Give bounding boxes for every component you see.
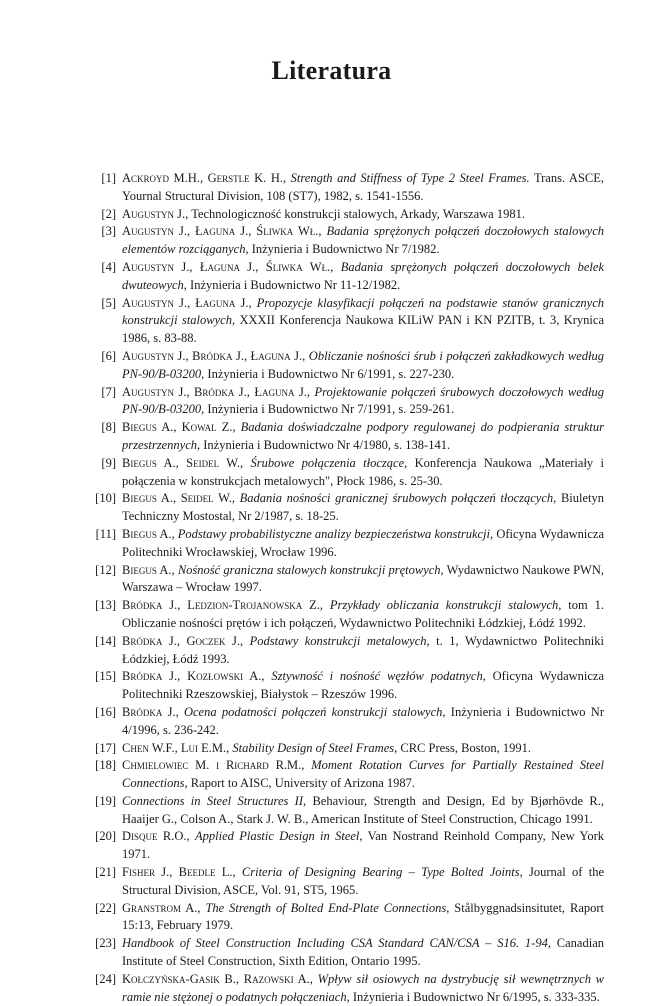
reference-item xyxy=(86,793,604,829)
reference-details: t. 1, Wydawnictwo Politechniki Łódzkiej, Łódź 1993. xyxy=(122,633,605,666)
reference-number: [8] xyxy=(101,420,116,435)
reference-title: Applied Plastic Design in Steel, xyxy=(194,829,363,844)
reference-number: [19] xyxy=(95,793,116,808)
reference-details: Trans. ASCE, Yournal Structural Division, 108 (ST7), 1982, s. 1541-1556. xyxy=(122,171,604,203)
reference-item xyxy=(86,668,604,704)
reference-details: Oficyna Wydawnicza Politechniki Rzeszowskiej, Białystok – Rzeszów 1996. xyxy=(122,669,605,702)
reference-item xyxy=(86,223,604,259)
reference-title: Connections in Steel Structures II, xyxy=(122,793,307,808)
reference-title: The Strength of Bolted End-Plate Connections, xyxy=(205,900,450,915)
reference-authors: Chmielowiec M. i Richard R.M., xyxy=(122,758,305,773)
reference-authors: Biegus A., xyxy=(122,562,175,577)
reference-number: [24] xyxy=(95,971,116,986)
reference-item xyxy=(86,828,604,864)
reference-item xyxy=(86,935,604,971)
reference-authors: Biegus A., Seidel W., xyxy=(122,491,235,506)
reference-number: [12] xyxy=(95,562,116,577)
reference-details: XXXII Konferencja Naukowa KILiW PAN i KN PZITB, t. 3, Krynica 1986, s. 83-88. xyxy=(122,313,604,346)
reference-title: Badania doświadczalne podpory regulowanej do podpierania struktur przestrzennych, xyxy=(122,420,605,452)
reference-item xyxy=(86,259,604,295)
reference-number: [2] xyxy=(101,206,116,221)
reference-title: Wpływ sił osiowych na dystrybucję sił wewnętrznych w ramie nie stężonej o podatnych połączeniach, xyxy=(122,971,605,1004)
reference-title: Badania sprężonych połączeń doczołowych stalowych elementów rozciąganych, xyxy=(122,224,605,257)
reference-title: Stability Design of Steel Frames, xyxy=(232,740,398,755)
reference-item xyxy=(86,900,604,936)
reference-title: Śrubowe połączenia tłoczące, xyxy=(250,455,408,470)
reference-title: Criteria of Designing Bearing – Type Bolted Joints, xyxy=(241,865,523,880)
reference-title: Obliczanie nośności śrub i połączeń zakładkowych według PN-90/B-03200, xyxy=(122,348,605,381)
reference-title: Propozycje klasyfikacji połączeń na podstawie stanów granicznych konstrukcji stalowych, xyxy=(122,295,605,328)
reference-title: Badania nośności granicznej śrubowych połączeń tłoczących, xyxy=(239,491,557,506)
reference-number: [18] xyxy=(95,758,116,773)
reference-item xyxy=(86,295,604,348)
reference-number: [17] xyxy=(95,740,116,755)
reference-title: Nośność graniczna stalowych konstrukcji prętowych, xyxy=(177,562,444,577)
reference-authors: Biegus A., Kowal Z., xyxy=(122,420,236,435)
reference-item xyxy=(86,419,604,455)
reference-details: Behaviour, Strength and Design, Ed by Bjørhövde R., Haaijer G., Colson A., Stark J. W. B., American Institute of Steel Construction, Chicago 1991. xyxy=(122,793,604,826)
reference-number: [1] xyxy=(101,171,116,185)
reference-number: [7] xyxy=(101,384,116,399)
reference-number: [3] xyxy=(101,224,116,239)
reference-number: [16] xyxy=(95,704,116,719)
reference-authors: Augustyn J., Bródka J., Łaguna J., xyxy=(122,384,311,399)
reference-number: [4] xyxy=(101,259,116,274)
reference-details: Inżynieria i Budownictwo Nr 7/1982. xyxy=(251,242,440,257)
reference-item xyxy=(86,206,604,224)
reference-details: CRC Press, Boston, 1991. xyxy=(400,740,531,755)
reference-number: [6] xyxy=(101,348,116,363)
reference-title: Moment Rotation Curves for Partially Restained Steel Connections, xyxy=(122,758,604,791)
reference-number: [13] xyxy=(95,598,116,613)
reference-authors: Augustyn J., Bródka J., Łaguna J., xyxy=(122,348,306,363)
reference-authors: Bródka J., Ledzion-Trojanowska Z., xyxy=(122,598,323,613)
reference-authors: Bródka J., xyxy=(122,704,179,719)
reference-item xyxy=(86,757,604,793)
reference-number: [23] xyxy=(95,936,116,951)
reference-number: [14] xyxy=(95,633,116,648)
reference-title: Przykłady obliczania konstrukcji stalowych, xyxy=(329,598,562,613)
reference-authors: Kołczyńska-Gasik B., Razowski A., xyxy=(122,971,313,986)
reference-authors: Bródka J., Goczek J., xyxy=(122,633,244,648)
reference-item xyxy=(86,740,604,758)
reference-authors: Augustyn J., Łaguna J., Śliwka Wł., xyxy=(122,259,334,274)
page-title: Literatura xyxy=(271,56,392,85)
reference-authors: Disque R.O., xyxy=(122,829,190,844)
reference-item xyxy=(86,562,604,598)
reference-details: Inżynieria i Budownictwo Nr 4/1980, s. 138-141. xyxy=(203,437,451,452)
reference-authors: Biegus A., Seidel W., xyxy=(122,455,244,470)
reference-authors: Augustyn J., xyxy=(122,206,189,221)
reference-title: Podstawy konstrukcji metalowych, xyxy=(249,633,430,648)
reference-details: Biuletyn Techniczny Mostostal, Nr 2/1987, s. 18-25. xyxy=(122,491,604,524)
reference-details: Inżynieria i Budownictwo Nr 7/1991, s. 259-261. xyxy=(207,402,455,417)
reference-authors: Augustyn J., Łaguna J., xyxy=(122,295,252,310)
reference-authors: Ackroyd M.H., Gerstle K. H., xyxy=(122,171,287,185)
reference-details: Inżynieria i Budownictwo Nr 6/1995, s. 333-335. xyxy=(352,989,600,1004)
reference-item xyxy=(86,971,604,1006)
reference-number: [9] xyxy=(101,455,116,470)
reference-number: [21] xyxy=(95,865,116,880)
reference-details: Canadian Institute of Steel Construction, Sixth Edition, Ontario 1995. xyxy=(122,936,605,969)
reference-item xyxy=(86,597,604,633)
reference-details: Oficyna Wydawnicza Politechniki Wrocławskiej, Wrocław 1996. xyxy=(122,526,605,559)
reference-details: Wydawnictwo Naukowe PWN, Warszawa – Wrocław 1997. xyxy=(122,562,604,595)
reference-item xyxy=(86,348,604,384)
reference-title: Ocena podatności połączeń konstrukcji stalowych, xyxy=(183,704,446,719)
reference-number: [10] xyxy=(95,491,116,506)
reference-item xyxy=(86,490,604,526)
reference-number: [22] xyxy=(95,900,116,915)
reference-details: Technologiczność konstrukcji stalowych, Arkady, Warszawa 1981. xyxy=(191,206,525,221)
reference-authors: Fisher J., Beedle L., xyxy=(122,865,236,880)
reference-list xyxy=(86,170,604,1006)
reference-details: tom 1. Obliczanie nośności prętów i ich połączeń, Wydawnictwo Politechniki Łódzkiej, Łódź 1992. xyxy=(122,598,605,630)
reference-details: Inżynieria i Budownictwo Nr 4/1996, s. 236-242. xyxy=(122,704,604,737)
reference-authors: Biegus A., xyxy=(122,526,175,541)
reference-title: Projektowanie połączeń śrubowych doczołowych według PN-90/B-03200, xyxy=(122,384,605,417)
reference-title: Strength and Stiffness of Type 2 Steel Frames. xyxy=(290,171,530,185)
reference-item xyxy=(86,633,604,669)
reference-authors: Bródka J., Kozłowski A., xyxy=(122,669,265,684)
reference-item xyxy=(86,170,604,206)
reference-authors: Granstrom A., xyxy=(122,900,201,915)
reference-item xyxy=(86,526,604,562)
reference-authors: Chen W.F., Lui E.M., xyxy=(122,740,230,755)
reference-number: [15] xyxy=(95,669,116,684)
reference-details: Van Nostrand Reinhold Company, New York 1971. xyxy=(122,829,604,862)
reference-title: Badania sprężonych połączeń doczołowych belek dwuteowych, xyxy=(122,259,605,292)
reference-details: Raport to AISC, University of Arizona 1987. xyxy=(190,776,416,791)
reference-item xyxy=(86,384,604,420)
reference-number: [5] xyxy=(101,295,116,310)
reference-details: Stålbyggnadsinsitutet, Raport 15:13, February 1979. xyxy=(122,900,604,933)
reference-item xyxy=(86,704,604,740)
reference-details: Konferencja Naukowa „Materiały i połączenia w konstrukcjach metalowych", Płock 1986, s. 25-30. xyxy=(122,455,605,488)
reference-authors: Augustyn J., Łaguna J., Śliwka Wł., xyxy=(122,224,322,239)
reference-item xyxy=(86,864,604,900)
reference-title: Handbook of Steel Construction Including CSA Standard CAN/CSA – S16. 1-94, xyxy=(122,936,551,951)
reference-item xyxy=(86,455,604,491)
reference-title: Sztywność i nośność węzłów podatnych, xyxy=(271,669,486,684)
reference-number: [11] xyxy=(95,526,116,541)
reference-details: Inżynieria i Budownictwo Nr 11-12/1982. xyxy=(190,277,401,292)
reference-details: Journal of the Structural Division, ASCE, Vol. 91, ST5, 1965. xyxy=(122,865,605,897)
reference-title: Podstawy probabilistyczne analizy bezpieczeństwa konstrukcji, xyxy=(177,526,494,541)
reference-details: Inżynieria i Budownictwo Nr 6/1991, s. 227-230. xyxy=(207,366,455,381)
reference-number: [20] xyxy=(95,829,116,844)
